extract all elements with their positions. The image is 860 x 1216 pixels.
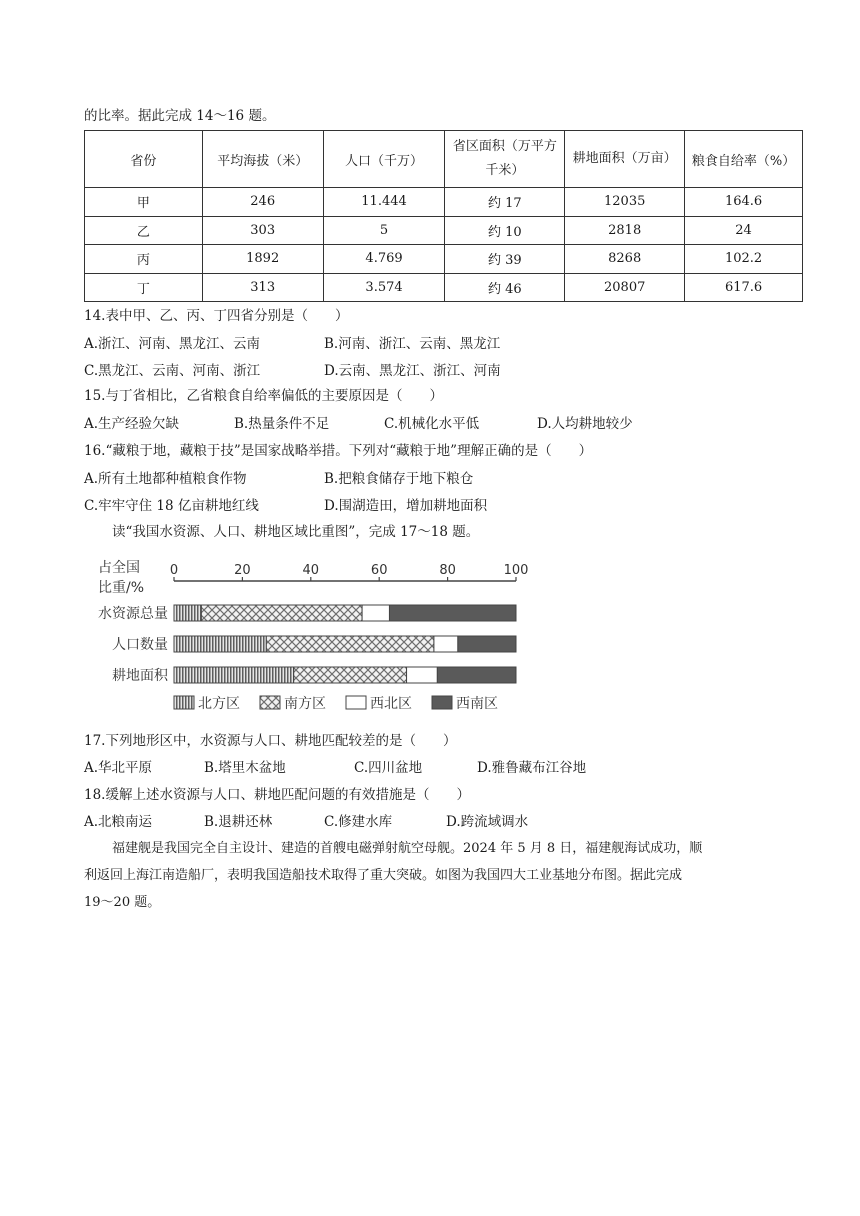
option-15-b[interactable]: B.热量条件不足 — [234, 416, 330, 432]
x-tick-label: 100 — [503, 563, 529, 578]
bar-segment — [389, 605, 516, 621]
table-row — [85, 245, 803, 274]
legend-swatch — [260, 696, 280, 709]
x-axis-ticks — [170, 563, 529, 581]
table-cell: 乙 — [85, 216, 203, 245]
option-15-a[interactable]: A.生产经验欠缺 — [84, 416, 180, 432]
x-tick-label: 0 — [169, 563, 179, 578]
table-header: 粮食自给率（%） — [685, 131, 803, 188]
legend-swatch — [432, 696, 452, 709]
option-17-a[interactable]: A.华北平原 — [84, 760, 153, 776]
option-14-a[interactable]: A.浙江、河南、黑龙江、云南 — [84, 336, 261, 352]
bar-segment — [407, 667, 438, 683]
table-cell: 丁 — [85, 273, 203, 302]
category-label: 水资源总量 — [98, 606, 168, 622]
table-header: 平均海拔（米） — [202, 131, 323, 188]
question-17-stem: 17.下列地形区中，水资源与人口、耕地匹配较差的是（ ） — [84, 733, 457, 749]
category-label: 人口数量 — [112, 637, 168, 653]
option-17-b[interactable]: B.塔里木盆地 — [204, 760, 286, 776]
table-cell: 1892 — [202, 245, 323, 274]
x-tick-label: 80 — [439, 563, 456, 578]
table-cell: 4.769 — [323, 245, 445, 274]
intro-17-18: 读“我国水资源、人口、耕地区域比重图”，完成 17～18 题。 — [112, 524, 480, 540]
table-cell: 102.2 — [685, 245, 803, 274]
table-row — [85, 188, 803, 217]
option-18-b[interactable]: B.退耕还林 — [204, 814, 273, 830]
table-cell: 303 — [202, 216, 323, 245]
x-tick-label: 20 — [234, 563, 251, 578]
intro-14-16: 的比率。据此完成 14～16 题。 — [84, 108, 276, 124]
option-16-d[interactable]: D.围湖造田，增加耕地面积 — [324, 498, 488, 514]
bar-segment — [201, 605, 362, 621]
chart-svg — [80, 550, 532, 720]
option-14-c[interactable]: C.黑龙江、云南、河南、浙江 — [84, 363, 261, 379]
bar-segment — [437, 667, 516, 683]
option-16-a[interactable]: A.所有土地都种植粮食作物 — [84, 471, 247, 487]
table-cell: 313 — [202, 273, 323, 302]
region-share-chart — [80, 550, 532, 720]
table-header: 省区面积（万平方千米） — [445, 131, 565, 188]
legend-label: 北方区 — [198, 696, 240, 712]
option-16-b[interactable]: B.把粮食储存于地下粮仓 — [324, 471, 474, 487]
option-17-c[interactable]: C.四川盆地 — [354, 760, 423, 776]
option-16-c[interactable]: C.牢牢守住 18 亿亩耕地红线 — [84, 498, 259, 514]
table-cell: 617.6 — [685, 273, 803, 302]
option-15-d[interactable]: D.人均耕地较少 — [537, 416, 633, 432]
x-tick-label: 60 — [370, 563, 388, 578]
bar-segment — [294, 667, 407, 683]
table-cell: 12035 — [565, 188, 685, 217]
table-cell: 5 — [323, 216, 445, 245]
bar-segment — [174, 605, 201, 621]
intro-19-20-line1: 福建舰是我国完全自主设计、建造的首艘电磁弹射航空母舰。2024 年 5 月 8 日，福建舰海试成功，顺 — [112, 841, 703, 856]
bar-segment — [458, 636, 516, 652]
chart-legend — [174, 695, 498, 712]
legend-label: 南方区 — [284, 696, 326, 712]
option-15-c[interactable]: C.机械化水平低 — [384, 416, 480, 432]
intro-19-20-line2: 利返回上海江南造船厂，表明我国造船技术取得了重大突破。如图为我国四大工业基地分布图。据此完成 — [84, 868, 683, 883]
bar-segment — [362, 605, 389, 621]
option-18-c[interactable]: C.修建水库 — [324, 814, 393, 830]
table-header: 人口（千万） — [323, 131, 445, 188]
table-header: 耕地面积（万亩） — [565, 131, 685, 188]
table-cell: 2818 — [565, 216, 685, 245]
table-row — [85, 216, 803, 245]
table-cell: 164.6 — [685, 188, 803, 217]
question-14-stem: 14.表中甲、乙、丙、丁四省分别是（ ） — [84, 308, 349, 324]
table-cell: 3.574 — [323, 273, 445, 302]
table-cell: 8268 — [565, 245, 685, 274]
axis-title-part1: 占全国 — [98, 560, 140, 576]
bar-segment — [434, 636, 458, 652]
question-15-stem: 15.与丁省相比，乙省粮食自给率偏低的主要原因是（ ） — [84, 388, 443, 404]
legend-swatch — [174, 696, 194, 709]
option-14-d[interactable]: D.云南、黑龙江、浙江、河南 — [324, 363, 501, 379]
bar-segment — [266, 636, 434, 652]
option-18-a[interactable]: A.北粮南运 — [84, 814, 153, 830]
bar-rows — [98, 605, 516, 684]
legend-label: 西北区 — [370, 696, 412, 712]
axis-title-part2: 比重/% — [98, 580, 145, 596]
x-tick-label: 40 — [302, 563, 320, 578]
table-cell: 丙 — [85, 245, 203, 274]
bar-segment — [174, 667, 294, 683]
table-cell: 约 46 — [445, 273, 565, 302]
table-cell: 约 17 — [445, 188, 565, 217]
legend-label: 西南区 — [456, 696, 498, 712]
table-header: 省份 — [85, 131, 203, 188]
option-18-d[interactable]: D.跨流域调水 — [446, 814, 529, 830]
table-cell: 约 39 — [445, 245, 565, 274]
question-18-stem: 18.缓解上述水资源与人口、耕地匹配问题的有效措施是（ ） — [84, 787, 470, 803]
table-header-row — [85, 131, 803, 188]
table-cell: 20807 — [565, 273, 685, 302]
option-14-b[interactable]: B.河南、浙江、云南、黑龙江 — [324, 336, 501, 352]
bar-segment — [174, 636, 266, 652]
province-table — [84, 130, 803, 302]
legend-swatch — [346, 696, 366, 709]
question-16-stem: 16.“藏粮于地，藏粮于技”是国家战略举措。下列对“藏粮于地”理解正确的是（ ） — [84, 443, 593, 459]
category-label: 耕地面积 — [112, 668, 168, 684]
option-17-d[interactable]: D.雅鲁藏布江谷地 — [477, 760, 587, 776]
table-cell: 约 10 — [445, 216, 565, 245]
table-cell: 24 — [685, 216, 803, 245]
table-cell: 246 — [202, 188, 323, 217]
table-cell: 甲 — [85, 188, 203, 217]
table-row — [85, 273, 803, 302]
table-cell: 11.444 — [323, 188, 445, 217]
intro-19-20-line3: 19～20 题。 — [84, 895, 161, 910]
